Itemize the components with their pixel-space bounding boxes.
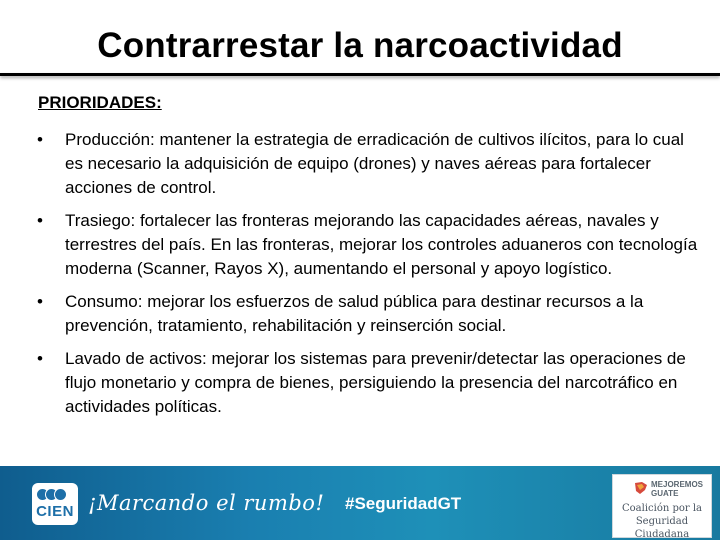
- priorities-heading: PRIORIDADES:: [38, 93, 162, 112]
- bullet-icon: •: [37, 349, 43, 368]
- slide-title: Contrarrestar la narcoactividad: [97, 26, 623, 65]
- bullet-icon: •: [37, 292, 43, 311]
- bullet-text-consumption: Consumo: mejorar los esfuerzos de salud pública para destinar recursos a la prevención, tratamiento, rehabilitación y reinserción social.: [65, 292, 644, 335]
- slogan: ¡Marcando el rumbo!: [88, 491, 325, 515]
- list-item: [38, 128, 698, 200]
- bullet-text-money-laundering: Lavado de activos: mejorar los sistemas para prevenir/detectar las operaciones de flujo monetario y compra de bienes, persiguiendo la presencia del narcotráfico en actividades políticas.: [65, 349, 686, 416]
- list-item: [38, 209, 698, 281]
- title-divider: [0, 73, 720, 76]
- footer-banner: [0, 466, 720, 540]
- list-item: [38, 290, 698, 338]
- bullet-icon: •: [37, 211, 43, 230]
- bullet-text-production: Producción: mantener la estrategia de erradicación de cultivos ilícitos, para lo cual es necesario la adquisición de equipo (drones) y naves aéreas para fortalecer acciones de control.: [65, 130, 684, 197]
- logo-text: CIEN: [36, 503, 74, 520]
- coalition-name-line1: Coalición por la: [621, 503, 702, 514]
- coalition-logo: [612, 474, 712, 538]
- coalition-brand-line2: GUATE: [651, 489, 679, 498]
- guatemala-map-icon: [633, 481, 649, 495]
- coalition-name: [613, 502, 711, 541]
- coalition-brand: [651, 480, 703, 498]
- slide-content: [38, 92, 698, 428]
- cien-logo: [32, 483, 78, 525]
- coalition-brand-line1: MEJOREMOS: [651, 480, 704, 489]
- hashtag: #SeguridadGT: [345, 494, 462, 513]
- list-item: [38, 347, 698, 419]
- logo-dots-icon: [36, 488, 74, 502]
- coalition-name-line2: Seguridad Ciudadana: [634, 516, 690, 540]
- bullet-text-trafficking: Trasiego: fortalecer las fronteras mejorando las capacidades aéreas, navales y terrestres del país. En las fronteras, mejorar los controles aduaneros con tecnología moderna (Scanner, Rayos X), aumentando el personal y apoyo logístico.: [65, 211, 698, 278]
- priorities-list: [38, 128, 698, 419]
- bullet-icon: •: [37, 130, 43, 149]
